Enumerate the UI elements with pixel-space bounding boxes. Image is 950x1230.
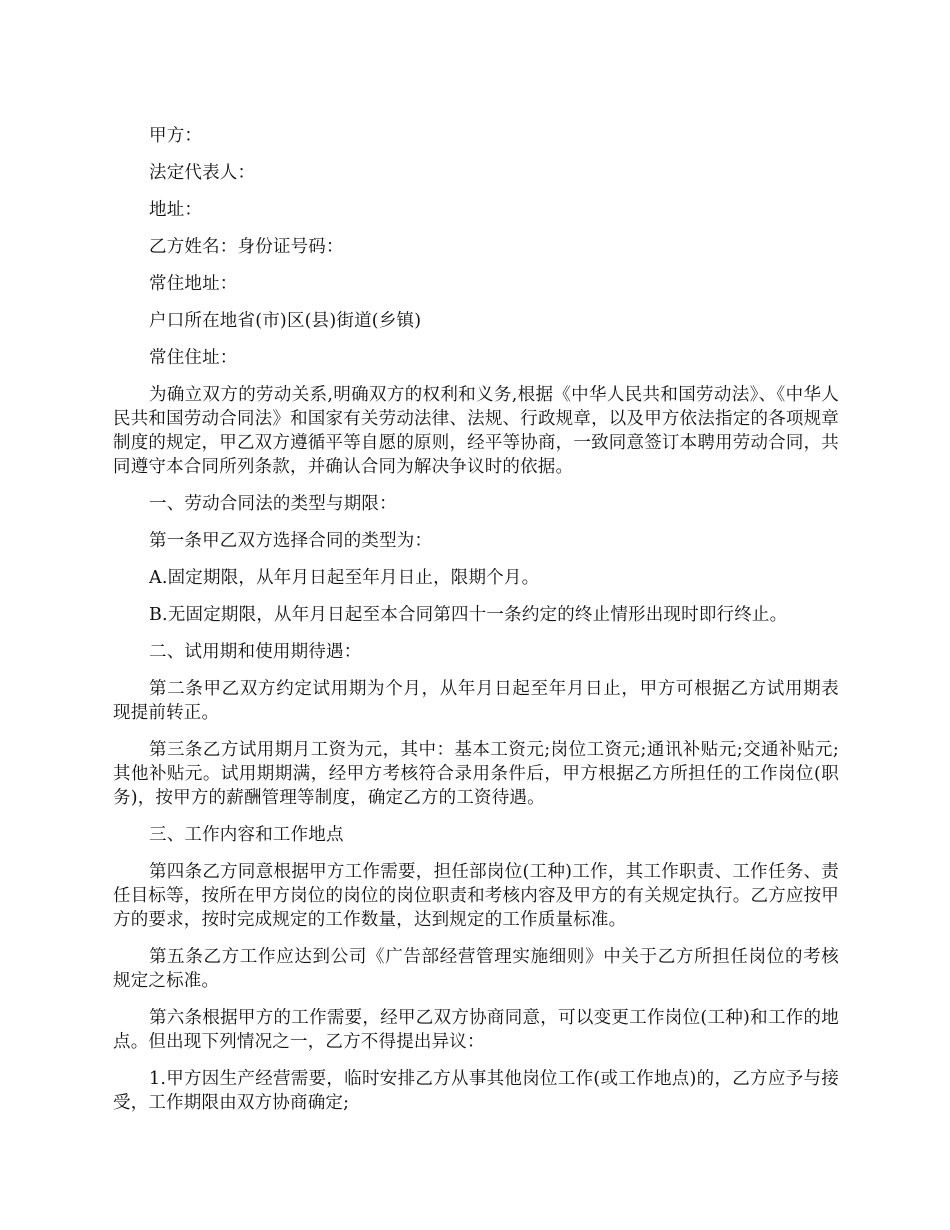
section-heading-probation: 二、试用期和使用期待遇： [149,642,362,662]
article-4: 第四条乙方同意根据甲方工作需要，担任部岗位(工种)工作，其工作职责、工作任务、责任目标等，按所在甲方岗位的岗位的岗位职责和考核内容及甲方的有关规定执行。乙方应按甲方的要求，按时完成规定的工作数量，达到规定的工作质量标准。 [113,862,839,930]
address-label: 地址： [149,200,203,220]
clause-1: 1.甲方因生产经营需要，临时安排乙方从事其他岗位工作(或工作地点)的，乙方应予与接受，工作期限由双方协商确定; [113,1069,839,1113]
option-a-fixed-term: A.固定期限，从年月日起至年月日止，限期个月。 [149,568,540,588]
id-number-label: 身份证号码： [237,237,344,257]
party-b-row [113,235,839,259]
preamble-paragraph: 为确立双方的劳动关系,明确双方的权利和义务,根据《中华人民共和国劳动法》、《中华人民共和国劳动合同法》和国家有关劳动法律、法规、行政规章，以及甲方依法指定的各项规章制度的规定，甲乙双方遵循平等自愿的原则，经平等协商，一致同意签订本聘用劳动合同，共同遵守本合同所列条款，并确认合同为解决争议时的依据。 [113,385,839,477]
article-3: 第三条乙方试用期月工资为元，其中：基本工资元;岗位工资元;通讯补贴元;交通补贴元;其他补贴元。试用期期满，经甲方考核符合录用条件后，甲方根据乙方所担任的工作岗位(职务)，按甲方的薪酬管理等制度，确定乙方的工资待遇。 [113,740,839,808]
option-b-open-term: B.无固定期限，从年月日起至本合同第四十一条约定的终止情形出现时即行终止。 [149,605,788,625]
section-heading-contract-type: 一、劳动合同法的类型与期限： [149,494,397,514]
article-6: 第六条根据甲方的工作需要，经甲乙双方协商同意，可以变更工作岗位(工种)和工作的地点。但出现下列情况之一，乙方不得提出异议： [113,1008,839,1052]
legal-representative-label: 法定代表人： [149,163,256,183]
party-b-name-label: 乙方姓名： [149,237,238,257]
residence-address-label: 常住地址： [149,274,238,294]
article-1: 第一条甲乙双方选择合同的类型为： [149,531,433,551]
party-a-label: 甲方： [149,126,203,146]
section-heading-work-content: 三、工作内容和工作地点 [149,825,344,845]
article-2: 第二条甲乙双方约定试用期为个月，从年月日起至年月日止，甲方可根据乙方试用期表现提前转正。 [113,679,839,723]
article-5: 第五条乙方工作应达到公司《广告部经营管理实施细则》中关于乙方所担任岗位的考核规定之标准。 [113,947,839,991]
dwelling-address-label: 常住住址： [149,348,238,368]
hukou-location-label: 户口所在地省(市)区(县)街道(乡镇) [149,311,422,331]
